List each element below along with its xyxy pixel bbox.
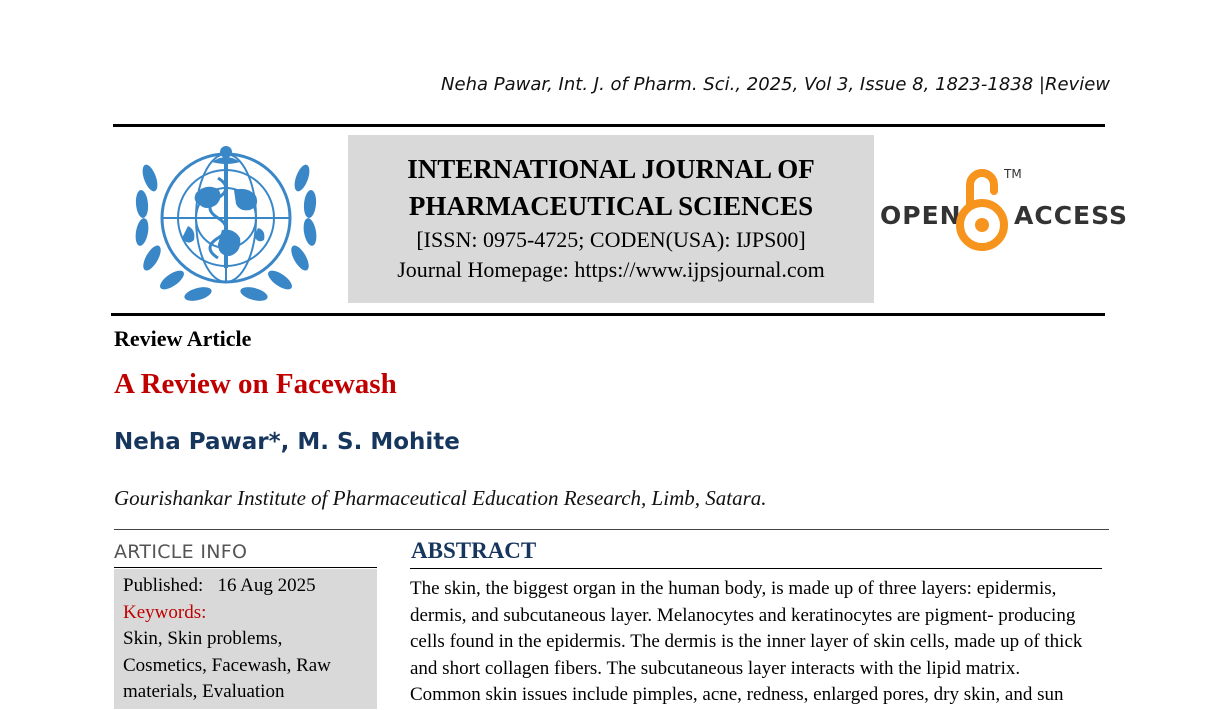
access-text: ACCESS	[1014, 201, 1129, 230]
article-info-heading: ARTICLE INFO	[114, 541, 248, 563]
abstract-body	[410, 576, 1107, 709]
article-affiliation: Gourishankar Institute of Pharmaceutical Education Research, Limb, Satara.	[114, 486, 767, 510]
journal-issn: [ISSN: 0975-4725; CODEN(USA): IJPS00]	[416, 227, 806, 252]
masthead-bottom-rule	[111, 313, 1105, 316]
open-text: OPEN	[880, 201, 962, 230]
affiliation-rule	[114, 529, 1109, 530]
abstract-line: and short collagen fibers. The subcutaneous layer interacts with the lipid matrix.	[410, 657, 1021, 679]
published-row	[123, 573, 368, 600]
un-emblem-icon	[126, 138, 326, 308]
open-access-logo	[880, 163, 1129, 255]
journal-homepage: Journal Homepage: https://www.ijpsjournal.com	[397, 257, 825, 282]
abstract-rule	[410, 568, 1102, 569]
article-info-box	[114, 569, 377, 709]
article-authors: Neha Pawar*, M. S. Mohite	[114, 429, 460, 455]
keywords-label: Keywords:	[123, 601, 207, 623]
abstract-line: dermis, and subcutaneous layer. Melanocytes and keratinocytes are pigment- producing	[410, 604, 1076, 626]
abstract-line: Common skin issues include pimples, acne, redness, enlarged pores, dry skin, and sun	[410, 684, 1064, 705]
keywords-line-2: Cosmetics, Facewash, Raw	[123, 654, 331, 676]
published-date: 16 Aug 2025	[217, 575, 316, 596]
top-rule	[113, 124, 1105, 127]
article-type: Review Article	[114, 326, 252, 351]
keywords-line-3: materials, Evaluation	[123, 681, 285, 702]
journal-title-line1: INTERNATIONAL JOURNAL OF	[407, 154, 815, 184]
keywords-line-1: Skin, Skin problems,	[123, 628, 283, 649]
abstract-line: cells found in the epidermis. The dermis is the inner layer of skin cells, made up of thick	[410, 631, 1083, 652]
abstract-line: The skin, the biggest organ in the human body, is made up of three layers: epidermis,	[410, 578, 1057, 599]
open-lock-icon	[956, 165, 1008, 253]
citation-header: Neha Pawar, Int. J. of Pharm. Sci., 2025, Vol 3, Issue 8, 1823-1838 |Review	[441, 74, 1110, 95]
abstract-heading: ABSTRACT	[411, 538, 537, 563]
article-info-rule	[114, 567, 377, 568]
tm-mark: TM	[1004, 167, 1022, 181]
article-title: A Review on Facewash	[114, 368, 397, 400]
published-label: Published:	[123, 575, 204, 596]
journal-masthead	[348, 135, 874, 303]
journal-title-line2: PHARMACEUTICAL SCIENCES	[408, 191, 814, 221]
